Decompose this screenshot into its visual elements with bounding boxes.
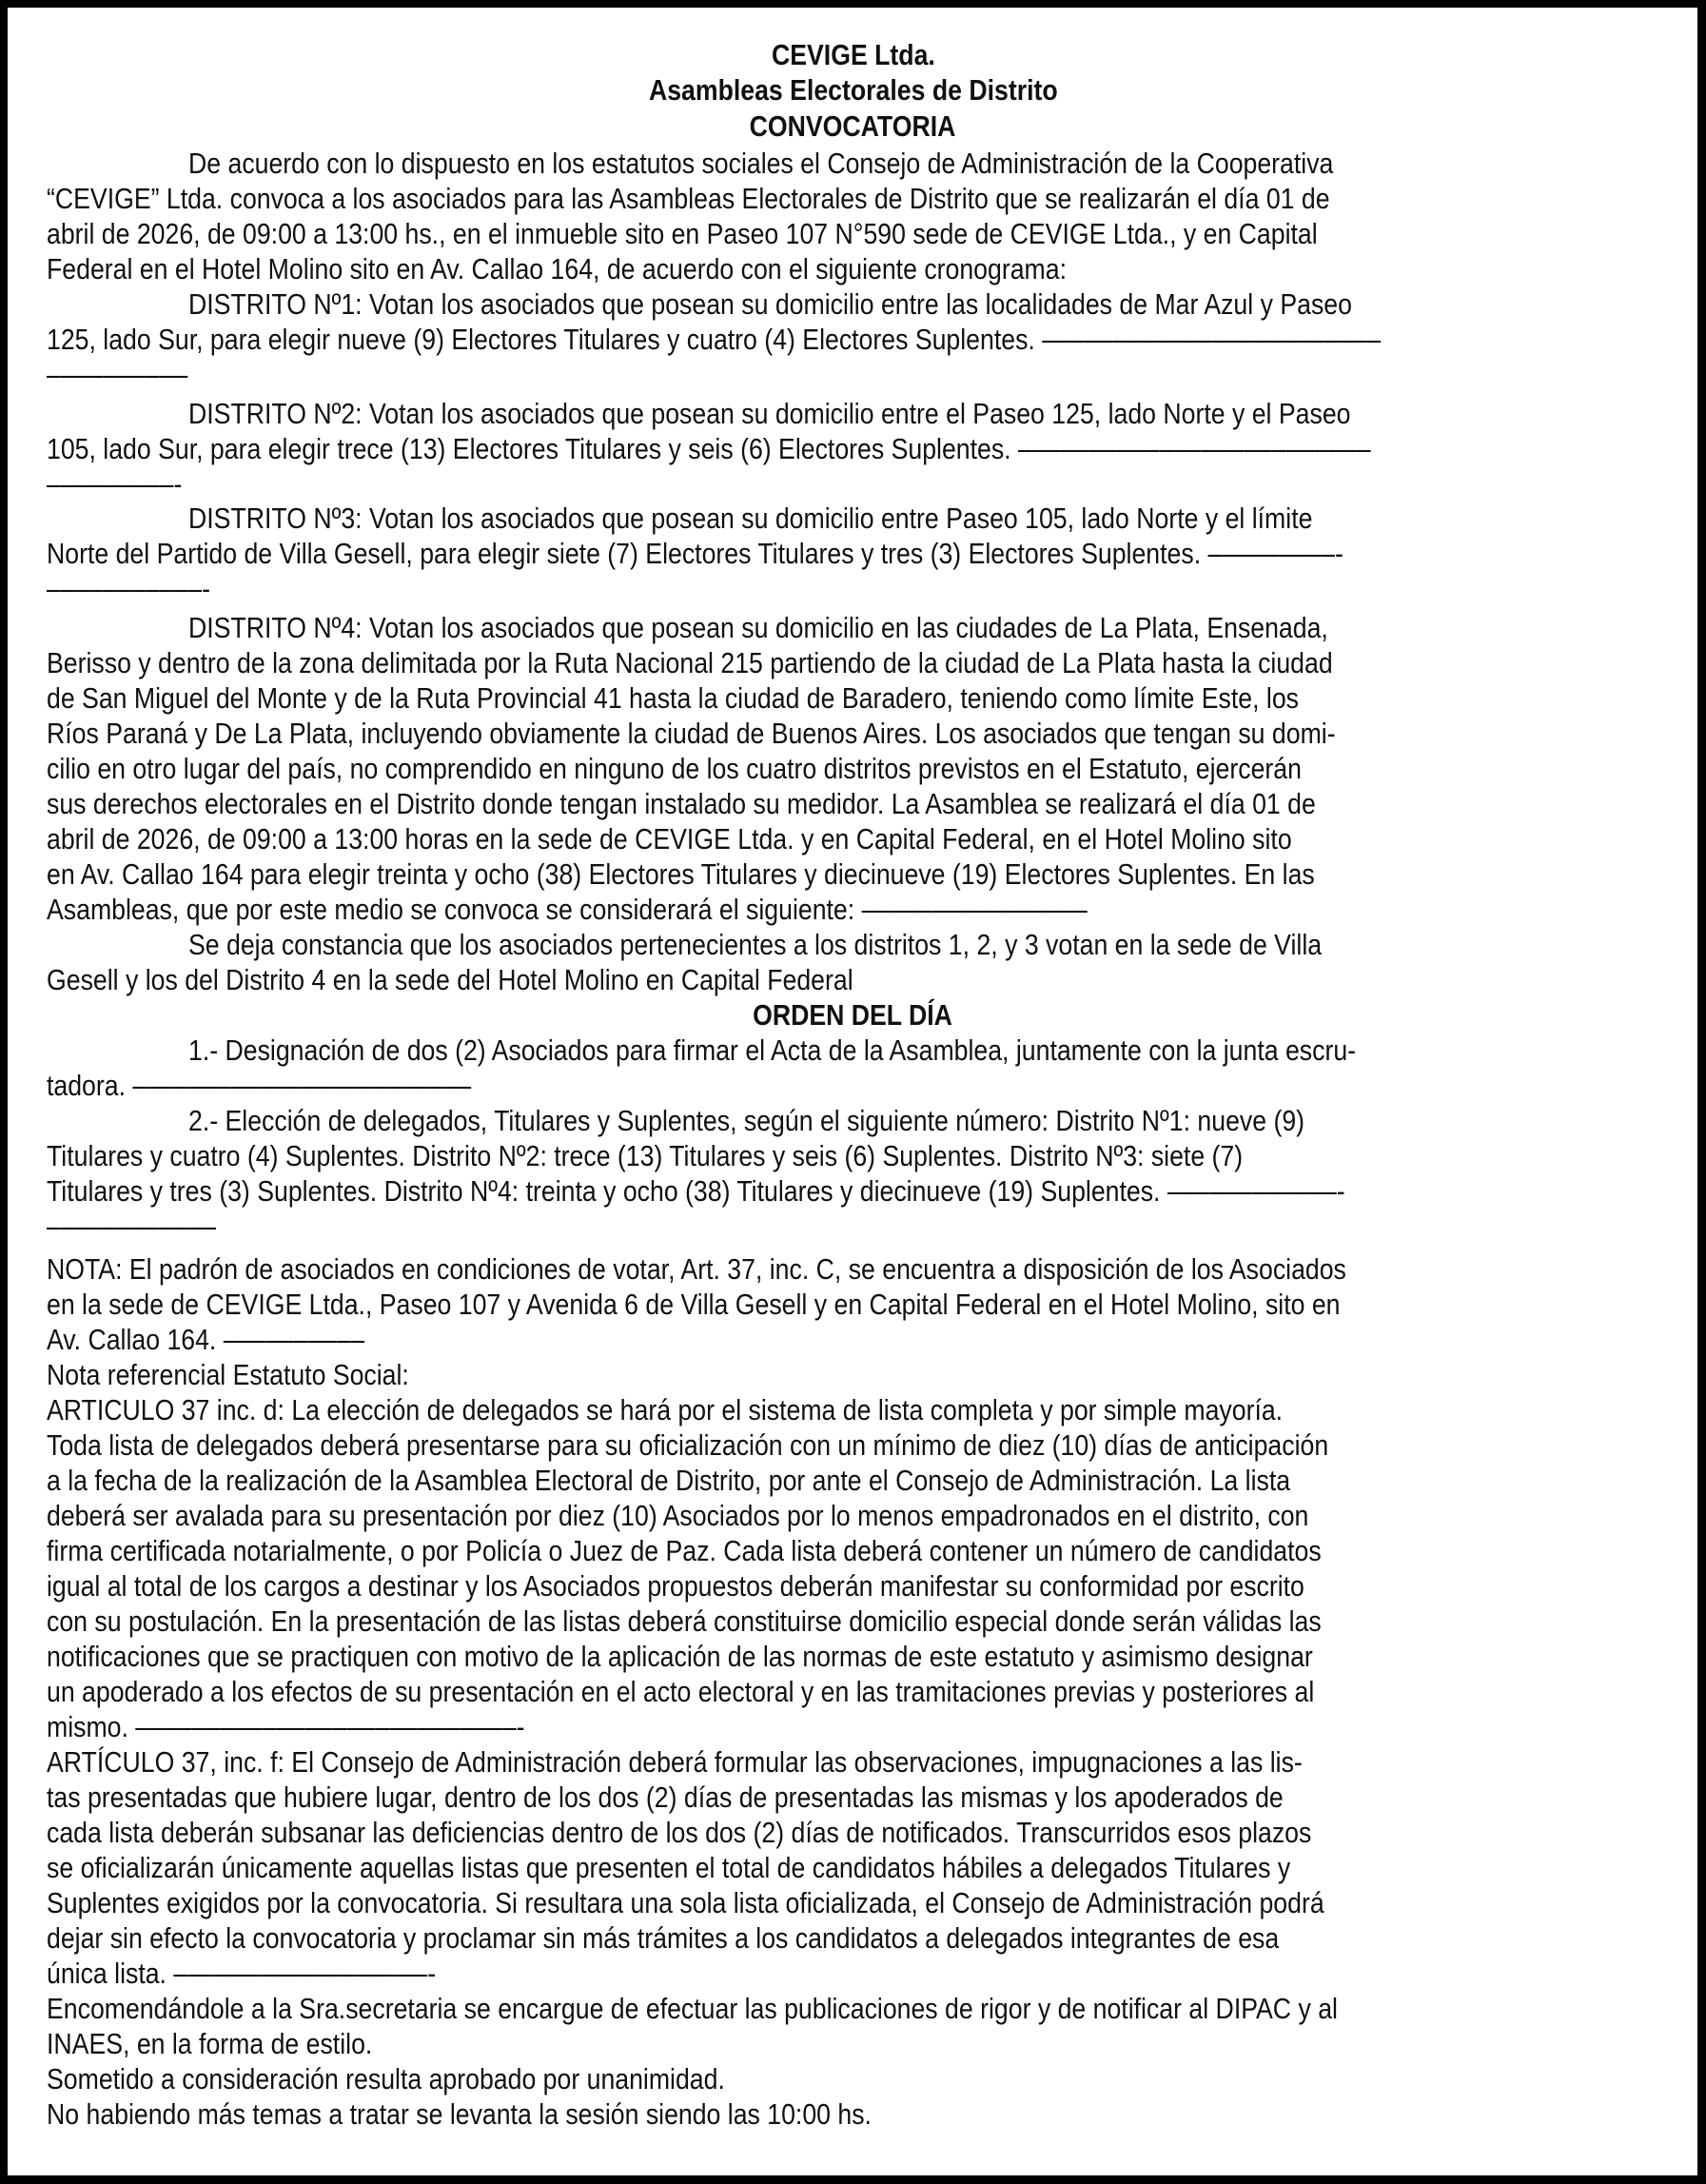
text-line: Toda lista de delegados deberá presentarse para su oficialización con un mínimo de diez (10) días de anticipación: [47, 1428, 1329, 1462]
text-line: abril de 2026, de 09:00 a 13:00 horas en la sede de CEVIGE Ltda. y en Capital Federal, en el Hotel Molino sito: [47, 822, 1292, 856]
text-line: ARTÍCULO 37, inc. f: El Consejo de Administración deberá formular las observaciones, impugnaciones a las lis-: [47, 1745, 1303, 1779]
text-line: abril de 2026, de 09:00 a 13:00 hs., en el inmueble sito en Paseo 107 N°590 sede de CEVIGE Ltda., y en Capital: [47, 217, 1318, 250]
orden-del-dia-heading: ORDEN DEL DÍA: [753, 998, 953, 1032]
text-line: a la fecha de la realización de la Asamblea Electoral de Distrito, por ante el Consejo de Administración. La lista: [47, 1464, 1291, 1497]
text-line: igual al total de los cargos a destinar y los Asociados propuestos deberán manifestar su conformidad por escrito: [47, 1569, 1304, 1603]
text-line: cada lista deberán subsanar las deficiencias dentro de los dos (2) días de notificados. Transcurridos esos plazos: [47, 1816, 1312, 1849]
text-line: un apoderado a los efectos de su presentación en el acto electoral y en las tramitaciones previas y posteriores al: [47, 1675, 1315, 1708]
text-line: de San Miguel del Monte y de la Ruta Provincial 41 hasta la ciudad de Baradero, teniendo como límite Este, los: [47, 681, 1299, 715]
text-line: DISTRITO Nº3: Votan los asociados que posean su domicilio entre Paseo 105, lado Norte y el límite: [188, 502, 1313, 535]
document-title: CONVOCATORIA: [750, 109, 956, 143]
text-line: Suplentes exigidos por la convocatoria. Si resultara una sola lista oficializada, el Consejo de Administración podrá: [47, 1886, 1324, 1919]
text-line: en la sede de CEVIGE Ltda., Paseo 107 y Avenida 6 de Villa Gesell y en Capital Federal en el Hotel Molino, sito en: [47, 1288, 1341, 1321]
text-line: ––––––––––––: [47, 1210, 216, 1243]
text-line: notificaciones que se practiquen con motivo de la aplicación de las normas de este estatuto y asimismo designar: [47, 1640, 1313, 1673]
text-line: con su postulación. En la presentación de las listas deberá constituirse domicilio especial donde serán válidas las: [47, 1604, 1322, 1638]
text-line: 2.- Elección de delegados, Titulares y Suplentes, según el siguiente número: Distrito Nº1: nueve (9): [188, 1104, 1305, 1137]
text-line: Norte del Partido de Villa Gesell, para elegir siete (7) Electores Titulares y tres (3) Electores Suplentes. –––––––––-: [47, 537, 1343, 570]
text-line: se oficializarán únicamente aquellas listas que presenten el total de candidatos hábiles a delegados Titulares y: [47, 1851, 1291, 1884]
text-line: mismo. –––––––––––––––––––––––––––-: [47, 1710, 525, 1743]
text-line: ARTICULO 37 inc. d: La elección de delegados se hará por el sistema de lista completa y por simple mayoría.: [47, 1393, 1284, 1426]
text-line: Federal en el Hotel Molino sito en Av. Callao 164, de acuerdo con el siguiente cronograma:: [47, 252, 1067, 285]
text-line: sus derechos electorales en el Distrito donde tengan instalado su medidor. La Asamblea se realizará el día 01 de: [47, 787, 1316, 820]
text-line: DISTRITO Nº2: Votan los asociados que posean su domicilio entre el Paseo 125, lado Norte y el Paseo: [188, 397, 1351, 430]
text-line: en Av. Callao 164 para elegir treinta y ocho (38) Electores Titulares y diecinueve (19) Electores Suplentes. En las: [47, 857, 1315, 891]
document-subtitle: Asambleas Electorales de Distrito: [648, 73, 1058, 107]
text-line: Asambleas, que por este medio se convoca se considerará el siguiente: ––––––––––––––––: [47, 893, 1088, 926]
text-line: 105, lado Sur, para elegir trece (13) Electores Titulares y seis (6) Electores Suplentes. –––––––––––––––––––––––––: [47, 432, 1371, 465]
text-line: Gesell y los del Distrito 4 en la sede del Hotel Molino en Capital Federal: [47, 963, 853, 996]
text-line: dejar sin efecto la convocatoria y proclamar sin más trámites a los candidatos a delegados integrantes de esa: [47, 1921, 1280, 1955]
text-line: –––––––––––-: [47, 572, 210, 605]
text-line: No habiendo más temas a tratar se levanta la sesión siendo las 10:00 hs.: [47, 2097, 872, 2131]
text-line: Titulares y cuatro (4) Suplentes. Distrito Nº2: trece (13) Titulares y seis (6) Suplentes. Distrito Nº3: siete (7): [47, 1139, 1244, 1172]
text-line: tadora. ––––––––––––––––––––––––: [47, 1069, 472, 1102]
text-line: De acuerdo con lo dispuesto en los estatutos sociales el Consejo de Administración de la Cooperativa: [188, 147, 1334, 180]
text-line: Titulares y tres (3) Suplentes. Distrito Nº4: treinta y ocho (38) Titulares y diecinueve (19) Suplentes. ––––––––––––-: [47, 1174, 1345, 1208]
text-line: tas presentadas que hubiere lugar, dentro de los dos (2) días de presentadas las mismas y los apoderados de: [47, 1781, 1284, 1814]
text-line: Berisso y dentro de la zona delimitada por la Ruta Nacional 215 partiendo de la ciudad de La Plata hasta la ciudad: [47, 646, 1333, 679]
text-line: INAES, en la forma de estilo.: [47, 2027, 373, 2060]
text-line: única lista. ––––––––––––––––––-: [47, 1957, 437, 1990]
text-line: 125, lado Sur, para elegir nueve (9) Electores Titulares y cuatro (4) Electores Suplentes. ––––––––––––––––––––––––: [47, 323, 1382, 356]
text-line: Nota referencial Estatuto Social:: [47, 1358, 409, 1391]
text-line: “CEVIGE” Ltda. convoca a los asociados para las Asambleas Electorales de Distrito que se realizarán el día 01 de: [47, 182, 1330, 215]
text-line: Sometido a consideración resulta aprobado por unanimidad.: [47, 2062, 725, 2095]
text-line: 1.- Designación de dos (2) Asociados para firmar el Acta de la Asamblea, juntamente con la junta escru-: [188, 1033, 1357, 1067]
text-line: –––––––––-: [47, 467, 183, 501]
text-line: DISTRITO Nº4: Votan los asociados que posean su domicilio en las ciudades de La Plata, Ensenada,: [188, 611, 1328, 644]
text-line: Encomendándole a la Sra.secretaria se encargue de efectuar las publicaciones de rigor y de notificar al DIPAC y al: [47, 1992, 1338, 2025]
text-line: Ríos Paraná y De La Plata, incluyendo obviamente la ciudad de Buenos Aires. Los asociados que tengan su domi-: [47, 717, 1336, 750]
org-title: CEVIGE Ltda.: [771, 38, 935, 71]
text-line: deberá ser avalada para su presentación por diez (10) Asociados por lo menos empadronados en el distrito, con: [47, 1499, 1309, 1532]
text-line: DISTRITO Nº1: Votan los asociados que posean su domicilio entre las localidades de Mar Azul y Paseo: [188, 287, 1352, 321]
text-line: NOTA: El padrón de asociados en condiciones de votar, Art. 37, inc. C, se encuentra a disposición de los Asociados: [47, 1252, 1346, 1286]
text-line: ––––––––––: [47, 358, 188, 391]
text-line: Av. Callao 164. ––––––––––: [47, 1323, 365, 1356]
text-line: firma certificada notarialmente, o por Policía o Juez de Paz. Cada lista deberá contener un número de candidatos: [47, 1534, 1322, 1567]
text-line: cilio en otro lugar del país, no comprendido en ninguno de los cuatro distritos previstos en el Estatuto, ejercerán: [47, 752, 1302, 785]
text-line: Se deja constancia que los asociados pertenecientes a los distritos 1, 2, y 3 votan en la sede de Villa: [188, 928, 1323, 961]
